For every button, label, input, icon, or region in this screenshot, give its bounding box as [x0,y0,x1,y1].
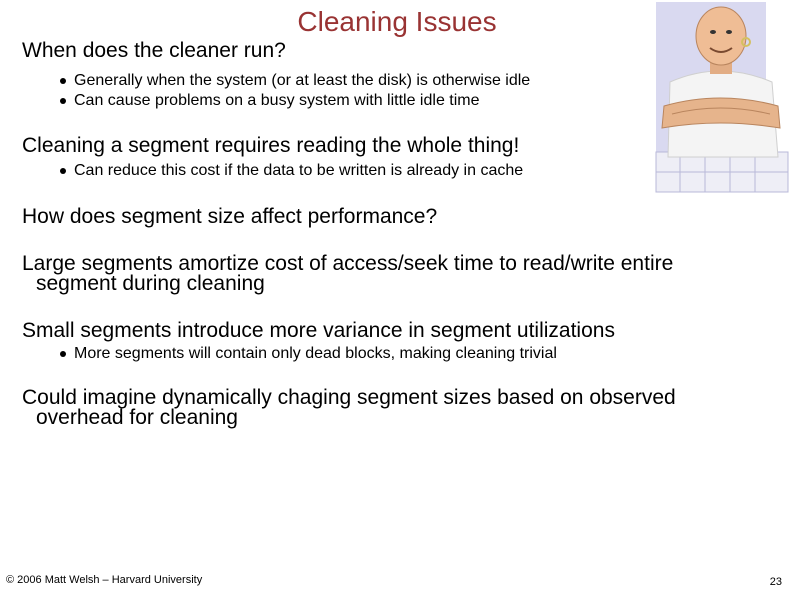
bullet-text: Large segments amortize cost of access/seek time to read/write entire segment during cleaning [22,252,674,295]
bullet-text: When does the cleaner run? [22,39,286,62]
sub-bullet-list [22,71,792,111]
sub-bullet-item: Can reduce this cost if the data to be written is already in cache [22,161,792,181]
bullet-item [22,388,792,428]
sub-bullet-item: Generally when the system (or at least the disk) is otherwise idle [22,71,792,91]
bullet-item [22,41,792,111]
sub-bullet-item: More segments will contain only dead blocks, making cleaning trivial [22,344,792,364]
bullet-text: How does segment size affect performance? [22,205,438,228]
bullet-dot-icon [60,351,66,357]
slide-body [22,41,792,428]
sub-bullet-item: Can cause problems on a busy system with little idle time [22,91,792,111]
bullet-text: Could imagine dynamically chaging segment sizes based on observed overhead for cleaning [22,386,676,429]
bullet-text: Small segments introduce more variance in segment utilizations [22,319,615,342]
bullet-dot-icon [60,98,66,104]
footer-copyright: © 2006 Matt Welsh – Harvard University [6,574,203,586]
bullet-dot-icon [60,168,66,174]
bullet-item [22,321,792,364]
bullet-text: Cleaning a segment requires reading the whole thing! [22,134,520,157]
bullet-item [22,207,792,227]
bullet-item [22,254,792,294]
bullet-item [22,136,792,181]
page-number: 23 [769,576,782,588]
sub-bullet-list [22,161,792,181]
bullet-dot-icon [60,78,66,84]
sub-bullet-list [22,344,792,364]
slide-title-text: Cleaning Issues [297,6,497,37]
